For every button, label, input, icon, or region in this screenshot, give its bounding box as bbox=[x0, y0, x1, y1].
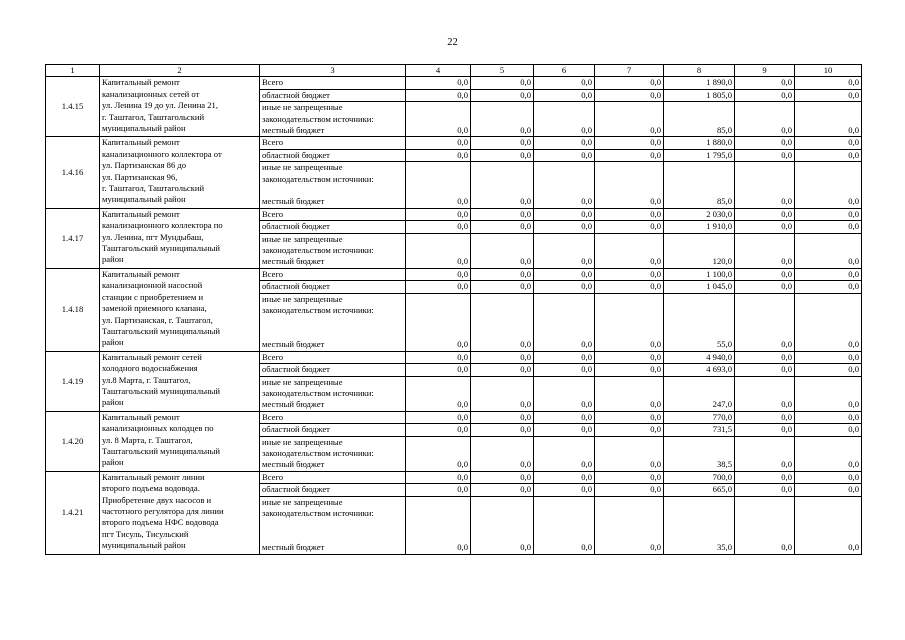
value-cell: 0,0 bbox=[595, 233, 664, 268]
value-cell: 0,0 bbox=[735, 364, 795, 376]
value-cell: 120,0 bbox=[664, 233, 735, 268]
item-code: 1.4.16 bbox=[46, 137, 100, 208]
value-cell: 0,0 bbox=[471, 496, 534, 554]
source-total: Всего bbox=[260, 208, 406, 220]
value-cell: 0,0 bbox=[406, 233, 471, 268]
value-cell: 0,0 bbox=[534, 424, 595, 436]
value-cell: 731,5 bbox=[664, 424, 735, 436]
value-cell: 0,0 bbox=[595, 137, 664, 149]
value-cell: 0,0 bbox=[534, 77, 595, 89]
value-cell: 1 890,0 bbox=[664, 77, 735, 89]
value-cell: 0,0 bbox=[735, 496, 795, 554]
value-cell: 0,0 bbox=[471, 376, 534, 411]
value-cell: 1 880,0 bbox=[664, 137, 735, 149]
value-cell: 0,0 bbox=[406, 484, 471, 496]
source-other-line: иные не запрещенные bbox=[262, 376, 343, 387]
source-other-local bbox=[260, 376, 406, 411]
value-cell: 0,0 bbox=[735, 471, 795, 483]
value-cell: 0,0 bbox=[471, 162, 534, 209]
source-regional: областной бюджет bbox=[260, 149, 406, 161]
table-row bbox=[46, 411, 862, 423]
item-name-line: ул. Партизанская 86 до bbox=[102, 160, 187, 171]
value-cell: 85,0 bbox=[664, 162, 735, 209]
value-cell: 0,0 bbox=[795, 89, 862, 101]
value-cell: 0,0 bbox=[795, 162, 862, 209]
table-row bbox=[46, 471, 862, 483]
value-cell: 0,0 bbox=[471, 208, 534, 220]
value-cell: 0,0 bbox=[595, 496, 664, 554]
value-cell: 0,0 bbox=[534, 496, 595, 554]
item-code: 1.4.15 bbox=[46, 77, 100, 137]
item-name-line: г. Таштагол, Таштагольский bbox=[102, 183, 205, 194]
item-name bbox=[100, 268, 260, 351]
value-cell: 0,0 bbox=[735, 293, 795, 351]
value-cell: 1 910,0 bbox=[664, 221, 735, 233]
source-total: Всего bbox=[260, 77, 406, 89]
value-cell: 1 045,0 bbox=[664, 281, 735, 293]
value-cell: 0,0 bbox=[471, 77, 534, 89]
value-cell: 0,0 bbox=[471, 293, 534, 351]
value-cell: 0,0 bbox=[534, 102, 595, 137]
value-cell: 4 693,0 bbox=[664, 364, 735, 376]
value-cell: 0,0 bbox=[735, 89, 795, 101]
value-cell: 0,0 bbox=[795, 436, 862, 471]
value-cell: 0,0 bbox=[406, 293, 471, 351]
value-cell: 0,0 bbox=[735, 221, 795, 233]
item-name-line: Таштагольский муниципальный bbox=[102, 385, 220, 396]
source-total: Всего bbox=[260, 351, 406, 363]
source-other-line: иные не запрещенные bbox=[262, 233, 343, 244]
spacer bbox=[262, 519, 403, 542]
source-other-local bbox=[260, 233, 406, 268]
value-cell: 0,0 bbox=[406, 162, 471, 209]
item-name-line: канализационного коллектора от bbox=[102, 148, 222, 159]
item-name-line: канализационных колодцев по bbox=[102, 423, 214, 434]
value-cell: 0,0 bbox=[735, 149, 795, 161]
item-name-line: ул. Ленина, пгт Мундыбаш, bbox=[102, 231, 204, 242]
item-name-line: Капитальный ремонт bbox=[102, 268, 180, 279]
source-regional: областной бюджет bbox=[260, 89, 406, 101]
value-cell: 0,0 bbox=[406, 149, 471, 161]
table-row bbox=[46, 208, 862, 220]
value-cell: 0,0 bbox=[735, 268, 795, 280]
value-cell: 0,0 bbox=[471, 221, 534, 233]
value-cell: 0,0 bbox=[471, 137, 534, 149]
item-name-line: район bbox=[102, 457, 124, 468]
source-other-line: законодательством источники: bbox=[262, 447, 374, 458]
source-other-line: иные не запрещенные bbox=[262, 162, 343, 173]
value-cell: 0,0 bbox=[735, 281, 795, 293]
value-cell: 0,0 bbox=[795, 281, 862, 293]
value-cell: 0,0 bbox=[534, 89, 595, 101]
value-cell: 0,0 bbox=[735, 411, 795, 423]
value-cell: 0,0 bbox=[471, 233, 534, 268]
value-cell: 0,0 bbox=[534, 208, 595, 220]
column-header: 5 bbox=[471, 65, 534, 77]
source-other-line: законодательством источники: bbox=[262, 245, 374, 256]
value-cell: 0,0 bbox=[595, 102, 664, 137]
item-code: 1.4.20 bbox=[46, 411, 100, 471]
value-cell: 0,0 bbox=[595, 208, 664, 220]
source-local: местный бюджет bbox=[262, 125, 325, 136]
item-name-line: частотного регулятора для линии bbox=[102, 506, 224, 516]
source-total: Всего bbox=[260, 471, 406, 483]
value-cell: 0,0 bbox=[595, 364, 664, 376]
value-cell: 0,0 bbox=[795, 471, 862, 483]
value-cell: 0,0 bbox=[735, 436, 795, 471]
value-cell: 0,0 bbox=[406, 471, 471, 483]
table-header-row bbox=[46, 65, 862, 77]
value-cell: 0,0 bbox=[595, 149, 664, 161]
value-cell: 0,0 bbox=[471, 281, 534, 293]
value-cell: 0,0 bbox=[534, 364, 595, 376]
value-cell: 0,0 bbox=[795, 137, 862, 149]
value-cell: 0,0 bbox=[595, 376, 664, 411]
item-name-line: Капитальный ремонт bbox=[102, 208, 180, 219]
value-cell: 0,0 bbox=[406, 364, 471, 376]
source-local: местный бюджет bbox=[262, 459, 325, 470]
value-cell: 0,0 bbox=[595, 351, 664, 363]
value-cell: 0,0 bbox=[471, 471, 534, 483]
value-cell: 0,0 bbox=[534, 436, 595, 471]
item-name-line: второго подъема водовода. bbox=[102, 483, 200, 494]
value-cell: 0,0 bbox=[471, 149, 534, 161]
item-name-line: район bbox=[102, 397, 124, 408]
value-cell: 0,0 bbox=[595, 268, 664, 280]
source-regional: областной бюджет bbox=[260, 281, 406, 293]
source-other-line: законодательством источники: bbox=[262, 113, 374, 124]
source-total: Всего bbox=[260, 411, 406, 423]
item-code: 1.4.19 bbox=[46, 351, 100, 411]
source-regional: областной бюджет bbox=[260, 364, 406, 376]
value-cell: 0,0 bbox=[406, 89, 471, 101]
column-header: 4 bbox=[406, 65, 471, 77]
item-name-line: Капитальный ремонт сетей bbox=[102, 351, 202, 362]
value-cell: 0,0 bbox=[471, 102, 534, 137]
value-cell: 0,0 bbox=[735, 376, 795, 411]
value-cell: 0,0 bbox=[795, 77, 862, 89]
value-cell: 1 100,0 bbox=[664, 268, 735, 280]
item-name-line: Капитальный ремонт bbox=[102, 137, 180, 148]
item-name-line: г. Таштагол, Таштагольский bbox=[102, 111, 205, 122]
item-name-line: Таштагольский муниципальный bbox=[102, 445, 220, 456]
item-name-line: канализационного коллектора по bbox=[102, 220, 223, 231]
item-name-line: район bbox=[102, 254, 124, 265]
value-cell: 0,0 bbox=[595, 471, 664, 483]
value-cell: 0,0 bbox=[795, 208, 862, 220]
value-cell: 0,0 bbox=[471, 436, 534, 471]
value-cell: 0,0 bbox=[595, 484, 664, 496]
value-cell: 1 795,0 bbox=[664, 149, 735, 161]
item-name-line: пгт Тисуль, Тисульский bbox=[102, 528, 189, 539]
value-cell: 0,0 bbox=[595, 436, 664, 471]
source-other-line: законодательством источники: bbox=[262, 387, 374, 398]
value-cell: 0,0 bbox=[534, 268, 595, 280]
value-cell: 0,0 bbox=[471, 411, 534, 423]
item-code: 1.4.18 bbox=[46, 268, 100, 351]
column-header: 1 bbox=[46, 65, 100, 77]
value-cell: 0,0 bbox=[534, 484, 595, 496]
item-name-line: ул. 8 Марта, г. Таштагол, bbox=[102, 434, 193, 445]
value-cell: 0,0 bbox=[795, 424, 862, 436]
value-cell: 0,0 bbox=[534, 162, 595, 209]
item-name bbox=[100, 411, 260, 471]
value-cell: 0,0 bbox=[471, 364, 534, 376]
value-cell: 0,0 bbox=[406, 268, 471, 280]
item-name-line: Капитальный ремонт линии bbox=[102, 471, 205, 482]
value-cell: 0,0 bbox=[534, 233, 595, 268]
value-cell: 0,0 bbox=[795, 149, 862, 161]
item-name-line: ул.8 Марта, г. Таштагол, bbox=[102, 374, 191, 385]
table-row bbox=[46, 77, 862, 89]
value-cell: 665,0 bbox=[664, 484, 735, 496]
source-other-local bbox=[260, 293, 406, 351]
value-cell: 0,0 bbox=[534, 471, 595, 483]
item-name-line: канализационной насосной bbox=[102, 280, 203, 291]
value-cell: 0,0 bbox=[595, 281, 664, 293]
item-code: 1.4.17 bbox=[46, 208, 100, 268]
source-other-line: законодательством источники: bbox=[262, 305, 374, 316]
value-cell: 0,0 bbox=[795, 364, 862, 376]
column-header: 6 bbox=[534, 65, 595, 77]
source-other-line: иные не запрещенные bbox=[262, 496, 343, 507]
value-cell: 2 030,0 bbox=[664, 208, 735, 220]
value-cell: 0,0 bbox=[795, 411, 862, 423]
item-code: 1.4.21 bbox=[46, 471, 100, 554]
item-name-line: холодного водоснабжения bbox=[102, 363, 198, 374]
source-regional: областной бюджет bbox=[260, 424, 406, 436]
value-cell: 0,0 bbox=[406, 411, 471, 423]
source-other-local bbox=[260, 436, 406, 471]
value-cell: 0,0 bbox=[406, 351, 471, 363]
value-cell: 0,0 bbox=[534, 149, 595, 161]
value-cell: 0,0 bbox=[406, 436, 471, 471]
item-name-line: муниципальный район bbox=[102, 194, 186, 205]
item-name-line: Таштагольский муниципальный bbox=[102, 325, 220, 336]
source-other-local bbox=[260, 496, 406, 554]
item-name bbox=[100, 208, 260, 268]
value-cell: 0,0 bbox=[406, 496, 471, 554]
value-cell: 38,5 bbox=[664, 436, 735, 471]
value-cell: 0,0 bbox=[795, 221, 862, 233]
value-cell: 0,0 bbox=[406, 281, 471, 293]
table-row bbox=[46, 351, 862, 363]
item-name-line: ул. Ленина 19 до ул. Ленина 21, bbox=[102, 100, 218, 111]
value-cell: 0,0 bbox=[595, 293, 664, 351]
value-cell: 0,0 bbox=[595, 89, 664, 101]
value-cell: 0,0 bbox=[406, 221, 471, 233]
column-header: 3 bbox=[260, 65, 406, 77]
source-other-line: иные не запрещенные bbox=[262, 102, 343, 113]
value-cell: 0,0 bbox=[735, 137, 795, 149]
table-row bbox=[46, 268, 862, 280]
item-name-line: станции с приобретением и bbox=[102, 291, 204, 302]
value-cell: 0,0 bbox=[735, 424, 795, 436]
table-row bbox=[46, 137, 862, 149]
column-header: 8 bbox=[664, 65, 735, 77]
value-cell: 0,0 bbox=[534, 411, 595, 423]
value-cell: 0,0 bbox=[735, 102, 795, 137]
value-cell: 0,0 bbox=[471, 351, 534, 363]
value-cell: 0,0 bbox=[534, 376, 595, 411]
value-cell: 0,0 bbox=[471, 89, 534, 101]
source-local: местный бюджет bbox=[262, 339, 325, 350]
source-local: местный бюджет bbox=[262, 256, 325, 267]
value-cell: 0,0 bbox=[595, 162, 664, 209]
item-name-line: Приобретение двух насосов и bbox=[102, 494, 212, 505]
value-cell: 35,0 bbox=[664, 496, 735, 554]
value-cell: 0,0 bbox=[595, 77, 664, 89]
value-cell: 0,0 bbox=[795, 484, 862, 496]
item-name-line: канализационных сетей от bbox=[102, 88, 200, 99]
item-name-line: заменой приемного клапана, bbox=[102, 303, 207, 314]
value-cell: 4 940,0 bbox=[664, 351, 735, 363]
value-cell: 0,0 bbox=[795, 102, 862, 137]
item-name-line: ул. Партизанская 96, bbox=[102, 171, 178, 182]
value-cell: 0,0 bbox=[406, 137, 471, 149]
source-regional: областной бюджет bbox=[260, 221, 406, 233]
value-cell: 0,0 bbox=[795, 293, 862, 351]
item-name bbox=[100, 77, 260, 137]
value-cell: 1 805,0 bbox=[664, 89, 735, 101]
item-name-line: Капитальный ремонт bbox=[102, 77, 180, 88]
value-cell: 0,0 bbox=[735, 162, 795, 209]
item-name-line: Капитальный ремонт bbox=[102, 411, 180, 422]
value-cell: 0,0 bbox=[534, 293, 595, 351]
item-name-line: муниципальный район bbox=[102, 540, 186, 551]
source-other-local bbox=[260, 162, 406, 209]
item-name bbox=[100, 137, 260, 208]
source-other-line: законодательством источники: bbox=[262, 508, 374, 518]
value-cell: 0,0 bbox=[595, 411, 664, 423]
source-local: местный бюджет bbox=[262, 196, 325, 207]
value-cell: 55,0 bbox=[664, 293, 735, 351]
value-cell: 0,0 bbox=[406, 424, 471, 436]
source-other-line: иные не запрещенные bbox=[262, 436, 343, 447]
source-other-line: законодательством источники: bbox=[262, 173, 374, 184]
value-cell: 0,0 bbox=[735, 208, 795, 220]
value-cell: 0,0 bbox=[735, 77, 795, 89]
value-cell: 0,0 bbox=[595, 221, 664, 233]
value-cell: 247,0 bbox=[664, 376, 735, 411]
page-number: 22 bbox=[447, 37, 458, 48]
column-header: 10 bbox=[795, 65, 862, 77]
value-cell: 0,0 bbox=[795, 376, 862, 411]
spacer bbox=[262, 317, 403, 340]
value-cell: 770,0 bbox=[664, 411, 735, 423]
value-cell: 0,0 bbox=[406, 208, 471, 220]
source-regional: областной бюджет bbox=[260, 484, 406, 496]
value-cell: 0,0 bbox=[471, 424, 534, 436]
value-cell: 0,0 bbox=[471, 484, 534, 496]
value-cell: 0,0 bbox=[795, 496, 862, 554]
source-local: местный бюджет bbox=[262, 399, 325, 410]
value-cell: 0,0 bbox=[795, 233, 862, 268]
item-name-line: второго подъема НФС водовода bbox=[102, 517, 219, 528]
value-cell: 0,0 bbox=[795, 268, 862, 280]
budget-table bbox=[45, 64, 862, 555]
value-cell: 700,0 bbox=[664, 471, 735, 483]
value-cell: 0,0 bbox=[735, 233, 795, 268]
spacer bbox=[262, 185, 403, 196]
column-header: 7 bbox=[595, 65, 664, 77]
source-other-local bbox=[260, 102, 406, 137]
source-other-line: иные не запрещенные bbox=[262, 293, 343, 304]
item-name-line: Таштагольский муниципальный bbox=[102, 243, 220, 254]
item-name-line: район bbox=[102, 337, 124, 348]
value-cell: 0,0 bbox=[534, 351, 595, 363]
item-name bbox=[100, 471, 260, 554]
item-name bbox=[100, 351, 260, 411]
value-cell: 0,0 bbox=[735, 351, 795, 363]
value-cell: 0,0 bbox=[795, 351, 862, 363]
value-cell: 0,0 bbox=[595, 424, 664, 436]
item-name-line: муниципальный район bbox=[102, 123, 186, 134]
column-header: 2 bbox=[100, 65, 260, 77]
value-cell: 0,0 bbox=[406, 77, 471, 89]
value-cell: 0,0 bbox=[735, 484, 795, 496]
value-cell: 0,0 bbox=[534, 221, 595, 233]
source-total: Всего bbox=[260, 268, 406, 280]
value-cell: 85,0 bbox=[664, 102, 735, 137]
value-cell: 0,0 bbox=[534, 281, 595, 293]
item-name-line: ул. Партизанская, г. Таштагол, bbox=[102, 314, 213, 325]
source-total: Всего bbox=[260, 137, 406, 149]
value-cell: 0,0 bbox=[406, 102, 471, 137]
value-cell: 0,0 bbox=[471, 268, 534, 280]
value-cell: 0,0 bbox=[534, 137, 595, 149]
value-cell: 0,0 bbox=[406, 376, 471, 411]
source-local: местный бюджет bbox=[262, 542, 325, 553]
column-header: 9 bbox=[735, 65, 795, 77]
